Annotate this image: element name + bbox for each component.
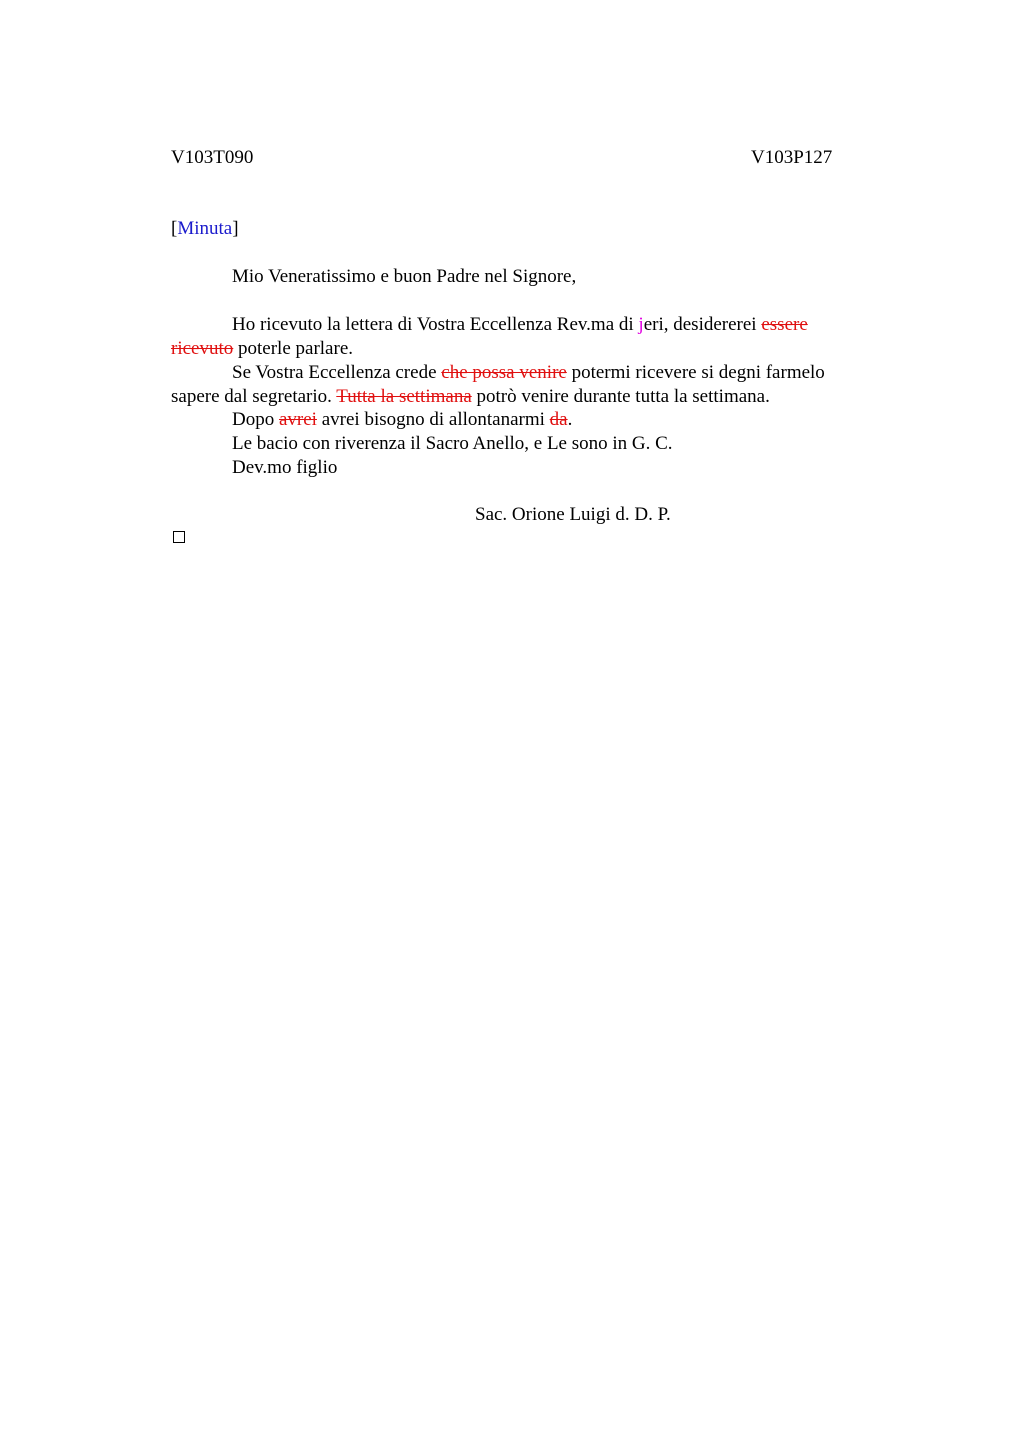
minuta-open-bracket: [ xyxy=(171,218,178,239)
paragraph-3-deletion-1: avrei xyxy=(278,409,317,430)
minuta-text: Minuta xyxy=(177,218,233,239)
paragraph-1-deletion-2: ricevuto xyxy=(171,338,234,359)
document-ref-left: V103T090 xyxy=(171,147,254,168)
minuta-close-bracket: ] xyxy=(232,218,239,239)
salutation: Mio Veneratissimo e buon Padre nel Signore, xyxy=(232,266,577,287)
paragraph-2-line-1 xyxy=(232,361,825,385)
paragraph-3 xyxy=(232,408,572,432)
closing-line: Le bacio con riverenza il Sacro Anello, e Le sono in G. C. xyxy=(232,433,673,454)
document-ref-right: V103P127 xyxy=(751,147,833,168)
paragraph-2-deletion-2: Tutta la settimana xyxy=(336,386,472,407)
paragraph-1-text-c: poterle parlare. xyxy=(233,338,353,359)
paragraph-1-deletion-1: essere xyxy=(761,314,808,335)
checkbox-icon[interactable] xyxy=(173,531,185,543)
paragraph-2-line-2 xyxy=(171,385,770,409)
minuta-label xyxy=(171,217,239,241)
signature: Sac. Orione Luigi d. D. P. xyxy=(475,504,671,525)
paragraph-2-text-a: Se Vostra Eccellenza crede xyxy=(232,362,442,383)
paragraph-3-text-a: Dopo xyxy=(232,409,279,430)
paragraph-1-insertion: j xyxy=(638,314,644,335)
paragraph-2-text-b: potermi ricevere si degni farmelo xyxy=(566,362,825,383)
paragraph-2-text-c: sapere dal segretario. xyxy=(171,386,337,407)
paragraph-2-deletion-1: che possa venire xyxy=(441,362,567,383)
paragraph-3-deletion-2: da xyxy=(549,409,568,430)
paragraph-1-line-2 xyxy=(171,337,353,361)
paragraph-1-line-1 xyxy=(232,313,808,337)
paragraph-2-text-d: potrò venire durante tutta la settimana. xyxy=(471,386,770,407)
paragraph-1-text-a: Ho ricevuto la lettera di Vostra Eccellenza Rev.ma di xyxy=(232,314,639,335)
paragraph-3-text-b: avrei bisogno di allontanarmi xyxy=(316,409,550,430)
paragraph-1-text-b: eri, desidererei xyxy=(643,314,762,335)
valediction: Dev.mo figlio xyxy=(232,457,338,478)
paragraph-3-text-c: . xyxy=(567,409,573,430)
